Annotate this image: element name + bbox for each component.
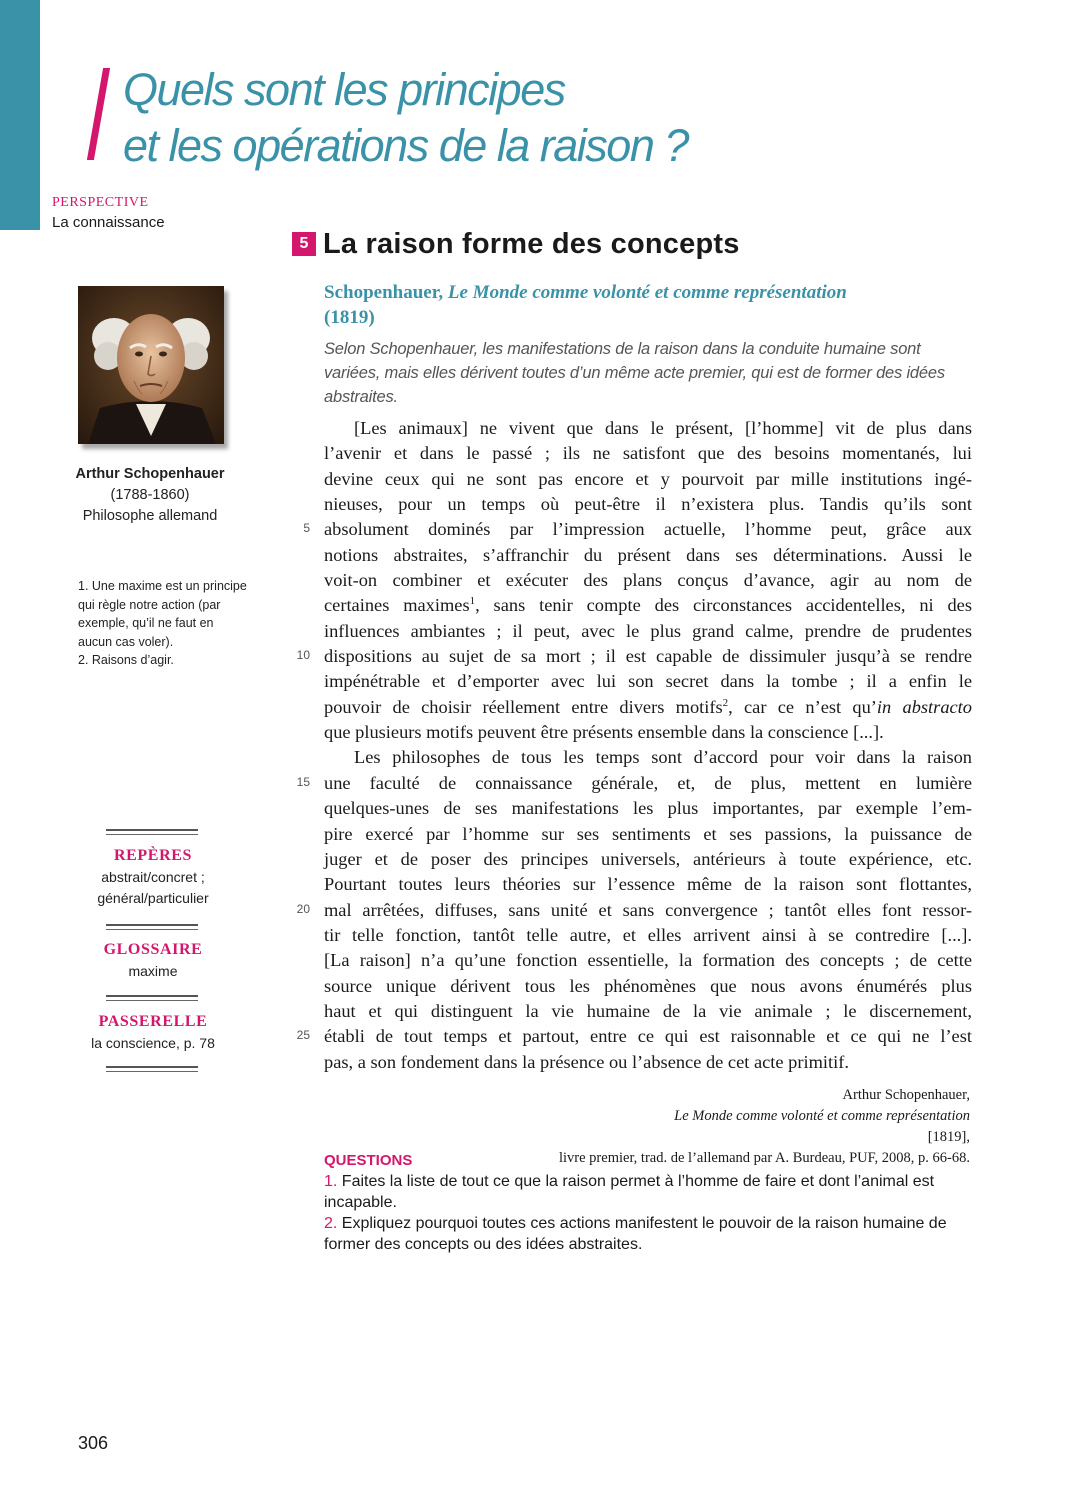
divider-rule [106, 995, 198, 1001]
line-number-25: 25 [296, 1028, 310, 1042]
reperes-heading: REPÈRES [114, 847, 192, 864]
text-line: l’avenir et dans le passé ; ils ne satisfont que des besoins momentanés, lui [324, 443, 972, 464]
footnotes [78, 577, 248, 670]
text-fragment: pouvoir de choisir réellement entre divers motifs [324, 696, 723, 717]
philosopher-role: Philosophe allemand [82, 508, 218, 524]
line-number-5: 5 [303, 521, 310, 535]
text-line: haut et qui distinguent la vie humaine de la vie animale ; le discernement, [324, 1000, 972, 1021]
text-line [324, 593, 972, 618]
text-line: [La raison] n’a qu’une fonction essentielle, la formation des concepts ; de cette [324, 950, 972, 971]
document-text [324, 416, 972, 1075]
text-line: impénétrable et d’emporter avec lui son secret dans la tombe ; il a enfin le [324, 671, 972, 692]
text-line: absolument dominés par l’impression actuelle, l’homme peut, grâce aux [324, 519, 972, 540]
footnote-1: 1. Une maxime est un principe qui règle notre action (par exemple, qu’il ne faut en aucun cas voler). [78, 579, 247, 649]
source-author: Schopenhauer, [324, 282, 448, 303]
text-line: nieuses, pour un temps où peut-être il n’existera plus. Tandis qu’ils sont [324, 494, 972, 515]
text-line: [Les animaux] ne vivent que dans le présent, [l’homme] vit de plus dans [354, 418, 972, 438]
perspective-label: PERSPECTIVE [52, 195, 149, 210]
citation-year: [1819], [927, 1129, 970, 1145]
reperes-box [52, 845, 254, 909]
text-line: quelques-unes de ses manifestations les plus importantes, par exemple l’em- [324, 798, 972, 819]
text-fragment: certaines maximes [324, 595, 470, 616]
line-number-15: 15 [296, 775, 310, 789]
chapter-title-line-1: Quels sont les principes [123, 64, 565, 115]
text-line [324, 695, 972, 720]
text-line: source unique dérivent tous les phénomènes que nous avons énumérés plus [324, 975, 972, 996]
line-number-10: 10 [296, 648, 310, 662]
text-line: devine ceux qui ne sont pas encore et y pourvoit par mille institutions ingé- [324, 468, 972, 489]
perspective-value: La connaissance [52, 214, 165, 231]
text-line: pire exercé par l’homme sur ses sentiments et ses passions, la puissance de [324, 823, 972, 844]
question-text: Expliquez pourquoi toutes ces actions manifestent le pouvoir de la raison humaine de former des concepts ou des idées abstraites. [324, 1215, 947, 1253]
document-number-badge: 5 [292, 232, 316, 256]
text-line: voit-on combiner et exécuter des plans conçus d’avance, agir au nom de [324, 570, 972, 591]
source-work: Le Monde comme volonté et comme représentation [447, 282, 847, 303]
chapter-color-band [0, 0, 40, 230]
question-number: 1. [324, 1173, 338, 1190]
text-fragment-italic: in abstracto [876, 696, 972, 717]
chapter-title [123, 62, 688, 174]
portrait-caption [52, 464, 248, 527]
text-line: Les philosophes de tous les temps sont d’accord pour voir dans la raison [354, 747, 972, 768]
text-line: tir telle fonction, tantôt telle autre, et elles arrivent ainsi à se contredire [...]. [324, 924, 972, 945]
footnote-mark-2[interactable]: 2 [722, 696, 729, 709]
footnote-2: 2. Raisons d’agir. [78, 653, 174, 667]
citation-line-2: livre premier, trad. de l’allemand par A. Burdeau, PUF, 2008, p. 66-68. [558, 1150, 970, 1166]
reperes-line-1: abstrait/concret ; [101, 869, 205, 885]
text-line: dispositions au sujet de sa mort ; il est capable de dissimuler jusqu’à se rendre [324, 646, 972, 667]
philosopher-name: Arthur Schopenhauer [75, 466, 225, 482]
citation-work: Le Monde comme volonté et comme représentation [674, 1108, 970, 1124]
document-intro: Selon Schopenhauer, les manifestations de la raison dans la conduite humaine sont variées, mais elles dérivent toutes d’un même acte premier, qui est de former des idées abstraites. [324, 340, 945, 406]
page-number: 306 [78, 1433, 109, 1453]
glossaire-box [52, 939, 254, 982]
source-year: (1819) [324, 307, 375, 328]
text-line: mal arrêtées, diffuses, sans unité et sans convergence ; tantôt elles font ressor- [324, 899, 972, 920]
perspective-block [52, 193, 165, 233]
question-text: Faites la liste de tout ce que la raison permet à l’homme de faire et dont l’animal est incapable. [324, 1173, 935, 1211]
questions-heading: QUESTIONS [324, 1152, 413, 1169]
passerelle-box [52, 1011, 254, 1054]
text-line: notions abstraites, s’affranchir du présent dans ses déterminations. Aussi le [324, 544, 972, 565]
text-line: une faculté de connaissance générale, et, de plus, mettent en lumière [324, 772, 972, 793]
passerelle-link[interactable]: la conscience, p. 78 [91, 1035, 215, 1051]
text-line: Pourtant toutes leurs théories sur l’essence même de la raison sont flottantes, [324, 874, 972, 895]
divider-rule [106, 1066, 198, 1072]
title-accent-bar [87, 68, 110, 160]
document-source [324, 280, 954, 330]
reperes-line-2: général/particulier [97, 890, 209, 906]
text-line: influences ambiantes ; il peut, avec le plus grand calme, prendre de prudentes [324, 620, 972, 641]
text-line: juger et de poser des principes universels, antérieurs à toute expérience, etc. [324, 848, 972, 869]
questions-block [324, 1150, 974, 1255]
text-fragment: , sans tenir compte des circonstances accidentelles, ni des [475, 595, 972, 616]
citation-author: Arthur Schopenhauer, [842, 1087, 970, 1103]
text-line: pas, a son fondement dans la présence ou l’absence de cet acte primitif. [324, 1051, 849, 1072]
portrait-schopenhauer [78, 286, 224, 444]
text-line: établi de tout temps et partout, entre ce qui est raisonnable et ce qui ne l’est [324, 1026, 972, 1047]
glossaire-link[interactable]: maxime [128, 963, 178, 979]
text-fragment: , car ce n’est qu’ [728, 696, 877, 717]
divider-rule [106, 829, 198, 835]
portrait-image [78, 286, 224, 444]
chapter-title-line-2: et les opérations de la raison ? [123, 120, 688, 171]
divider-rule [106, 924, 198, 930]
glossaire-heading: GLOSSAIRE [103, 941, 203, 958]
line-number-20: 20 [296, 902, 310, 916]
question-item [324, 1171, 974, 1213]
footnote-mark-1[interactable]: 1 [469, 595, 476, 608]
text-line: que plusieurs motifs peuvent être présents ensemble dans la conscience [...]. [324, 722, 884, 743]
question-item [324, 1213, 974, 1255]
philosopher-dates: (1788-1860) [110, 487, 190, 503]
passerelle-heading: PASSERELLE [98, 1013, 208, 1030]
question-number: 2. [324, 1215, 338, 1232]
citation-line-1 [330, 1085, 970, 1148]
document-title: La raison forme des concepts [323, 228, 740, 260]
